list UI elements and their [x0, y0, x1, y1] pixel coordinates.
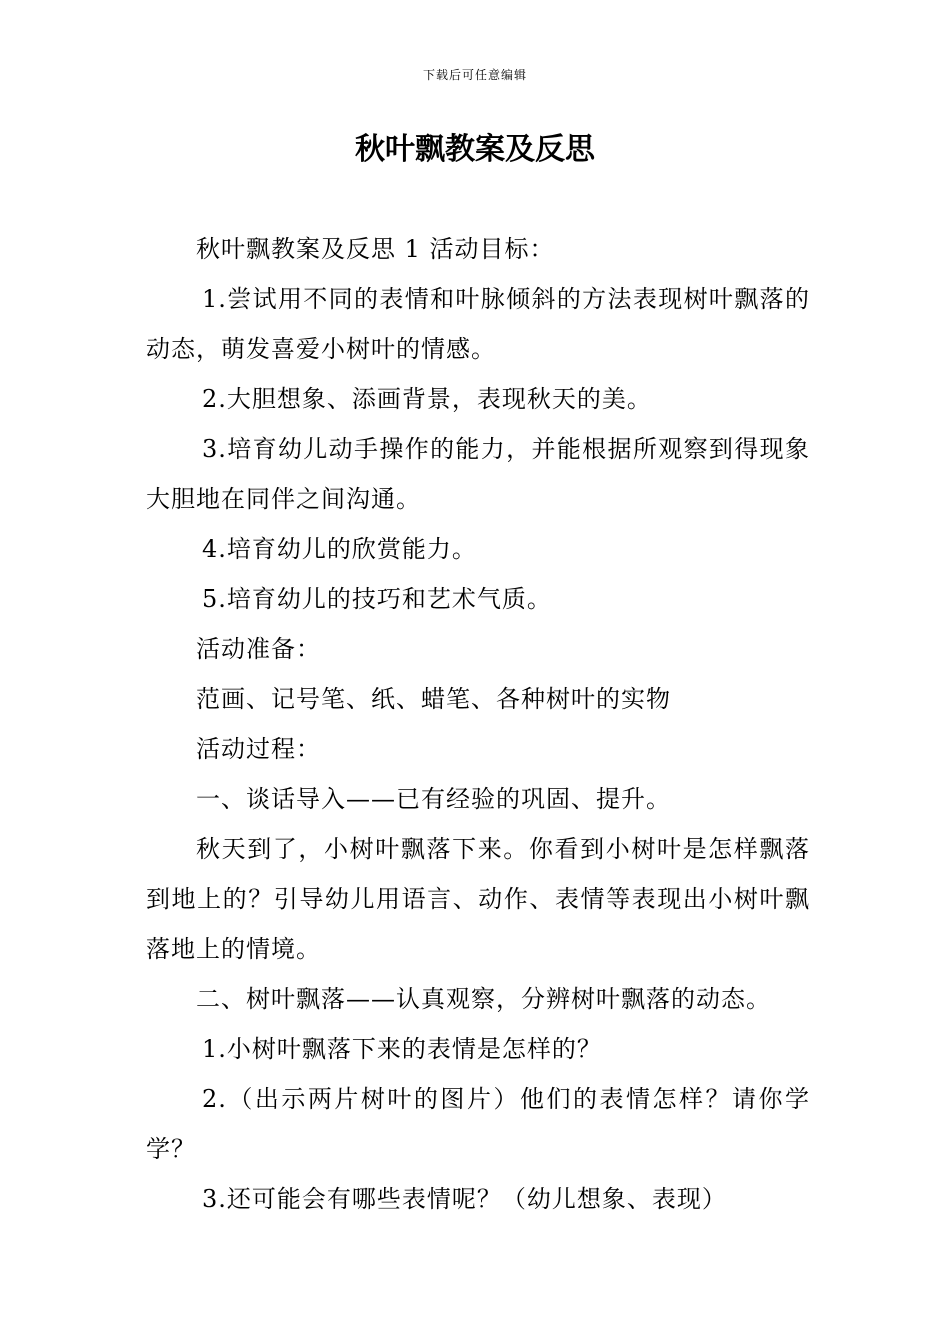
paragraph-activity-goal-heading: 秋叶飘教案及反思 1 活动目标：: [196, 235, 555, 263]
paragraph-goal-3: 3.培育幼儿动手操作的能力，并能根据所观察到得现象大胆地在同伴之间沟通。: [146, 435, 810, 513]
paragraph-goal-2: 2.大胆想象、添画背景，表现秋天的美。: [202, 385, 652, 413]
paragraph-question-1: 1.小树叶飘落下来的表情是怎样的？: [202, 1035, 602, 1063]
paragraph-goal-1: 1.尝试用不同的表情和叶脉倾斜的方法表现树叶飘落的动态，萌发喜爱小树叶的情感。: [146, 285, 810, 363]
paragraph-question-3: 3.还可能会有哪些表情呢？（幼儿想象、表现）: [202, 1185, 727, 1213]
paragraph-step-two: 二、树叶飘落——认真观察，分辨树叶飘落的动态。: [196, 985, 771, 1013]
paragraph-process-heading: 活动过程：: [196, 735, 321, 763]
header-note: 下载后可任意编辑: [422, 68, 527, 82]
paragraph-preparation-items: 范画、记号笔、纸、蜡笔、各种树叶的实物: [196, 685, 671, 713]
document-title: 秋叶飘教案及反思: [355, 132, 595, 167]
paragraph-question-2: 2.（出示两片树叶的图片）他们的表情怎样？请你学学？: [146, 1085, 810, 1163]
paragraph-goal-4: 4.培育幼儿的欣赏能力。: [202, 535, 477, 563]
paragraph-preparation-heading: 活动准备：: [196, 635, 321, 663]
paragraph-step-one: 一、谈话导入——已有经验的巩固、提升。: [196, 785, 671, 813]
document-body: [146, 224, 810, 1224]
paragraph-step-one-detail: 秋天到了，小树叶飘落下来。你看到小树叶是怎样飘落到地上的？引导幼儿用语言、动作、表情等表现出小树叶飘落地上的情境。: [146, 835, 810, 963]
paragraph-goal-5: 5.培育幼儿的技巧和艺术气质。: [202, 585, 552, 613]
